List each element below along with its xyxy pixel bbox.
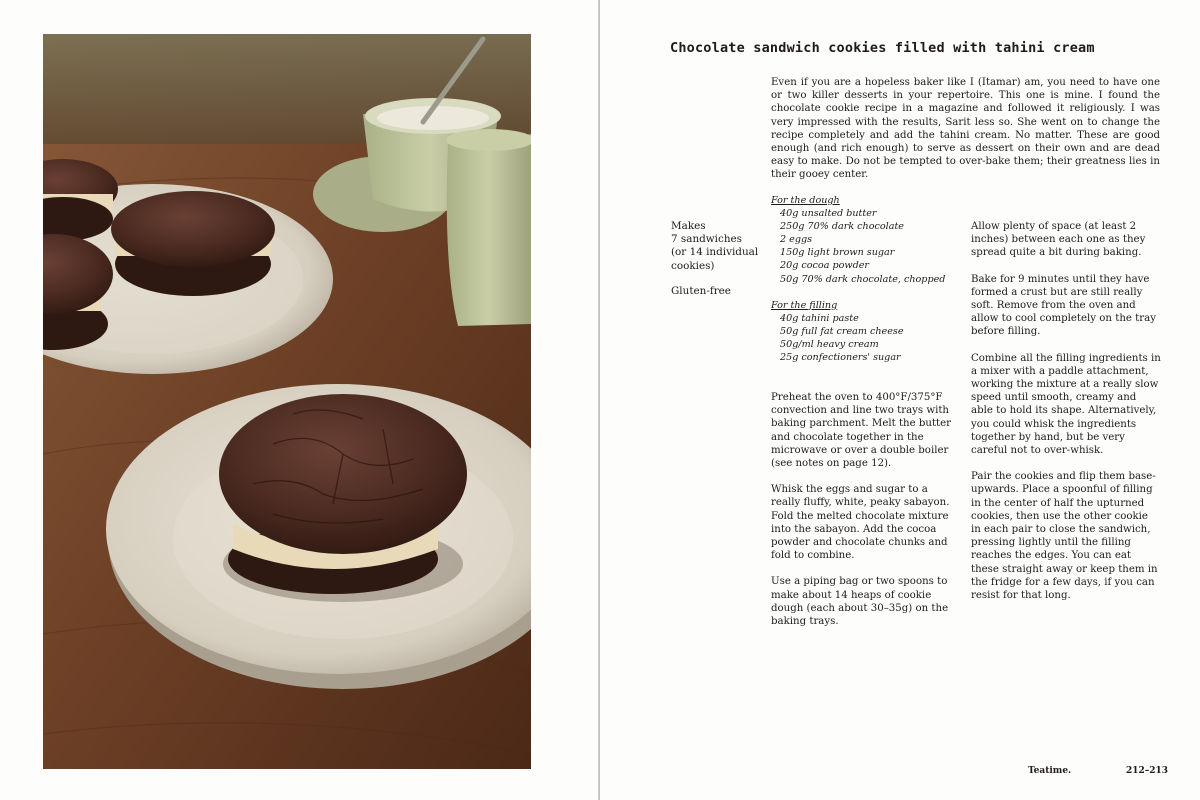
yield-text: Makes 7 sandwiches (or 14 individual cookies) [671,220,759,272]
method-step: Pair the cookies and flip them base-upwards. Place a spoonful of filling in the center of half the upturned cookies, then use the other cookie in each pair to close the sandwich, pressing lightly until the filling reaches the edges. You can eat these straight away or keep them in the fridge for a few days, if you can resist for that long. [971,471,1158,602]
method-step: Preheat the oven to 400°F/375°F convection and line two trays with baking parchment. Melt the butter and chocolate together in the microwave or over a double boiler (see notes on page 12). [771,392,952,470]
dough-ingredient: 40g unsalted butter [780,208,877,220]
method-step: Bake for 9 minutes until they have formed a crust but are still really soft. Remove from the oven and allow to cool completely on the tray before filling. [971,273,1156,338]
recipe-meta [671,220,763,298]
filling-ingredient: 50g full fat cream cheese [780,325,904,337]
dough-ingredient: 250g 70% dark chocolate [780,221,904,233]
dough-ingredient: 2 eggs [780,234,813,246]
filling-ingredient: 50g/ml heavy cream [780,338,879,350]
recipe-intro: Even if you are a hopeless baker like I (Itamar) am, you need to have one or two killer desserts in your repertoire. This one is mine. I found the chocolate cookie recipe in a magazine and followed it religiously. I was very impressed with the results, Sarit less so. She went on to change the recipe completely and add the tahini cream. No matter. These are good enough (and rich enough) to serve as dessert on their own and are dead easy to make. Do not be tempted to over-bake them; their greatness lies in their gooey center. [771,77,1160,181]
recipe-title: Chocolate sandwich cookies filled with tahini cream [670,40,1095,56]
cookie-photo [43,34,531,769]
dough-ingredient: 150g light brown sugar [780,247,895,259]
dough-heading: For the dough [771,195,840,206]
dough-ingredient: 20g cocoa powder [780,260,869,272]
method-column-1 [771,391,959,641]
method-step: Whisk the eggs and sugar to a really fluffy, white, peaky sabayon. Fold the melted chocolate mixture into the sabayon. Add the cocoa powder and chocolate chunks and fold to combine. [771,484,950,562]
method-step: Use a piping bag or two spoons to make about 14 heaps of cookie dough (each about 30–35g) on the baking trays. [771,576,949,628]
dietary-label: Gluten-free [671,284,731,297]
dough-ingredient: 50g 70% dark chocolate, chopped [780,273,946,285]
left-page [0,0,598,800]
running-footer-section: Teatime. [1028,766,1072,776]
method-step: Combine all the filling ingredients in a mixer with a paddle attachment, working the mixture at a really slow speed until smooth, creamy and able to hold its shape. Alternatively, you could whisk the ingredients together by hand, but be very careful not to over-whisk. [971,352,1161,457]
filling-heading: For the filling [771,299,838,311]
filling-ingredient: 25g confectioners' sugar [780,352,901,364]
filling-ingredient: 40g tahini paste [780,312,859,324]
cookie-photo-illustration [43,34,531,769]
ingredient-list [771,194,961,364]
method-step: Allow plenty of space (at least 2 inches) between each one as they spread quite a bit during baking. [971,221,1146,259]
method-column-2 [971,220,1161,615]
page-numbers: 212–213 [1126,766,1169,776]
